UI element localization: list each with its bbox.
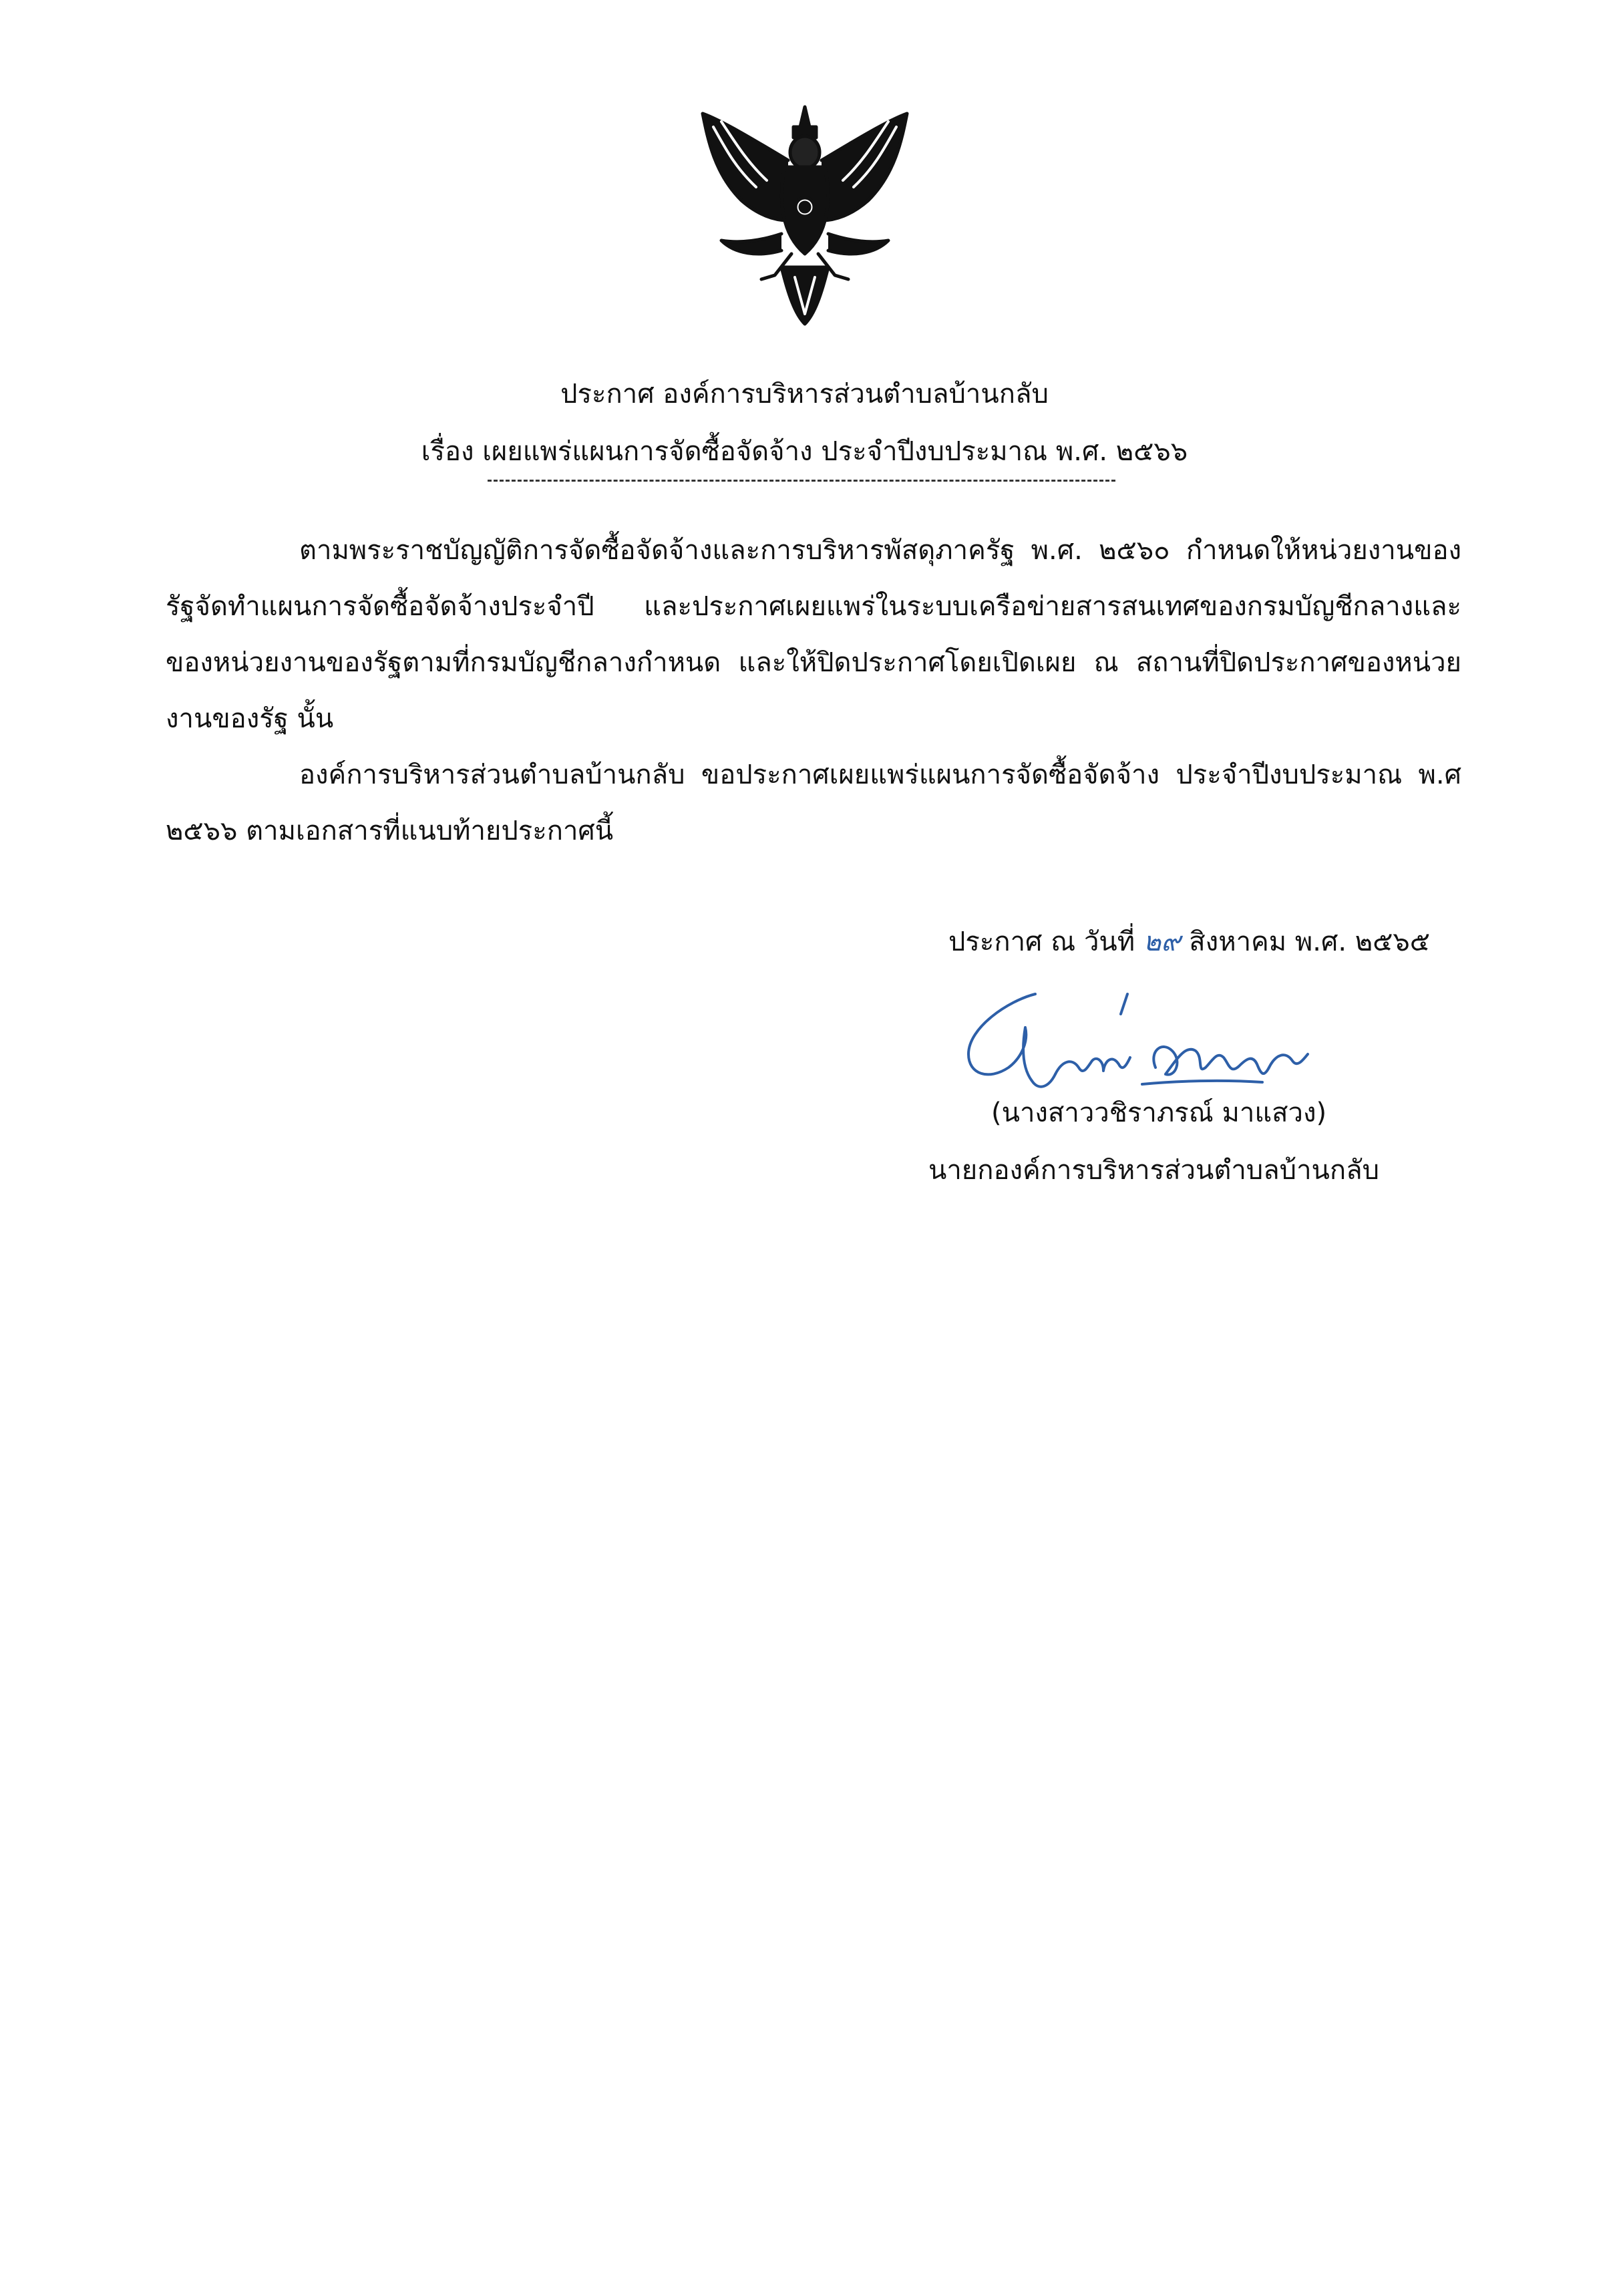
signer-position: นายกองค์การบริหารส่วนตำบลบ้านกลับ [928, 1155, 1379, 1186]
date-day: ๒๙ [1143, 927, 1181, 957]
date-suffix: สิงหาคม พ.ศ. ๒๕๖๕ [1189, 927, 1431, 957]
signer-name: (นางสาววชิราภรณ์ มาแสวง) [991, 1098, 1327, 1128]
announcement-title: ประกาศ องค์การบริหารส่วนตำบลบ้านกลับ [560, 379, 1049, 409]
announcement-date [948, 923, 1430, 961]
title-divider [488, 480, 1115, 482]
garuda-emblem-icon [695, 100, 915, 327]
body-paragraph-1 [166, 522, 1461, 747]
handwritten-signature-icon [955, 967, 1356, 1108]
announcement-subject: เรื่อง เผยแพร่แผนการจัดซื้อจัดจ้าง ประจำปีงบประมาณ พ.ศ. ๒๕๖๖ [421, 436, 1188, 467]
body-paragraph-1-text: ตามพระราชบัญญัติการจัดซื้อจัดจ้างและการบริหารพัสดุภาครัฐ พ.ศ. ๒๕๖๐ กำหนดให้หน่วยงานของรัฐจัดทำแผนการจัดซื้อจัดจ้างประจำปี และประกาศเผยแพร่ในระบบเครือข่ายสารสนเทศของกรมบัญชีกลางและของหน่วยงานของรัฐตามที่กรมบัญชีกลางกำหนด และให้ปิดประกาศโดยเปิดเผย ณ สถานที่ปิดประกาศของหน่วยงานของรัฐ นั้น [166, 535, 1461, 734]
body-paragraph-2 [166, 747, 1461, 859]
body-paragraph-2-text: องค์การบริหารส่วนตำบลบ้านกลับ ขอประกาศเผยแพร่แผนการจัดซื้อจัดจ้าง ประจำปีงบประมาณ พ.ศ ๒๕๖๖ ตามเอกสารที่แนบท้ายประกาศนี้ [166, 760, 1461, 846]
date-prefix: ประกาศ ณ วันที่ [948, 927, 1135, 957]
